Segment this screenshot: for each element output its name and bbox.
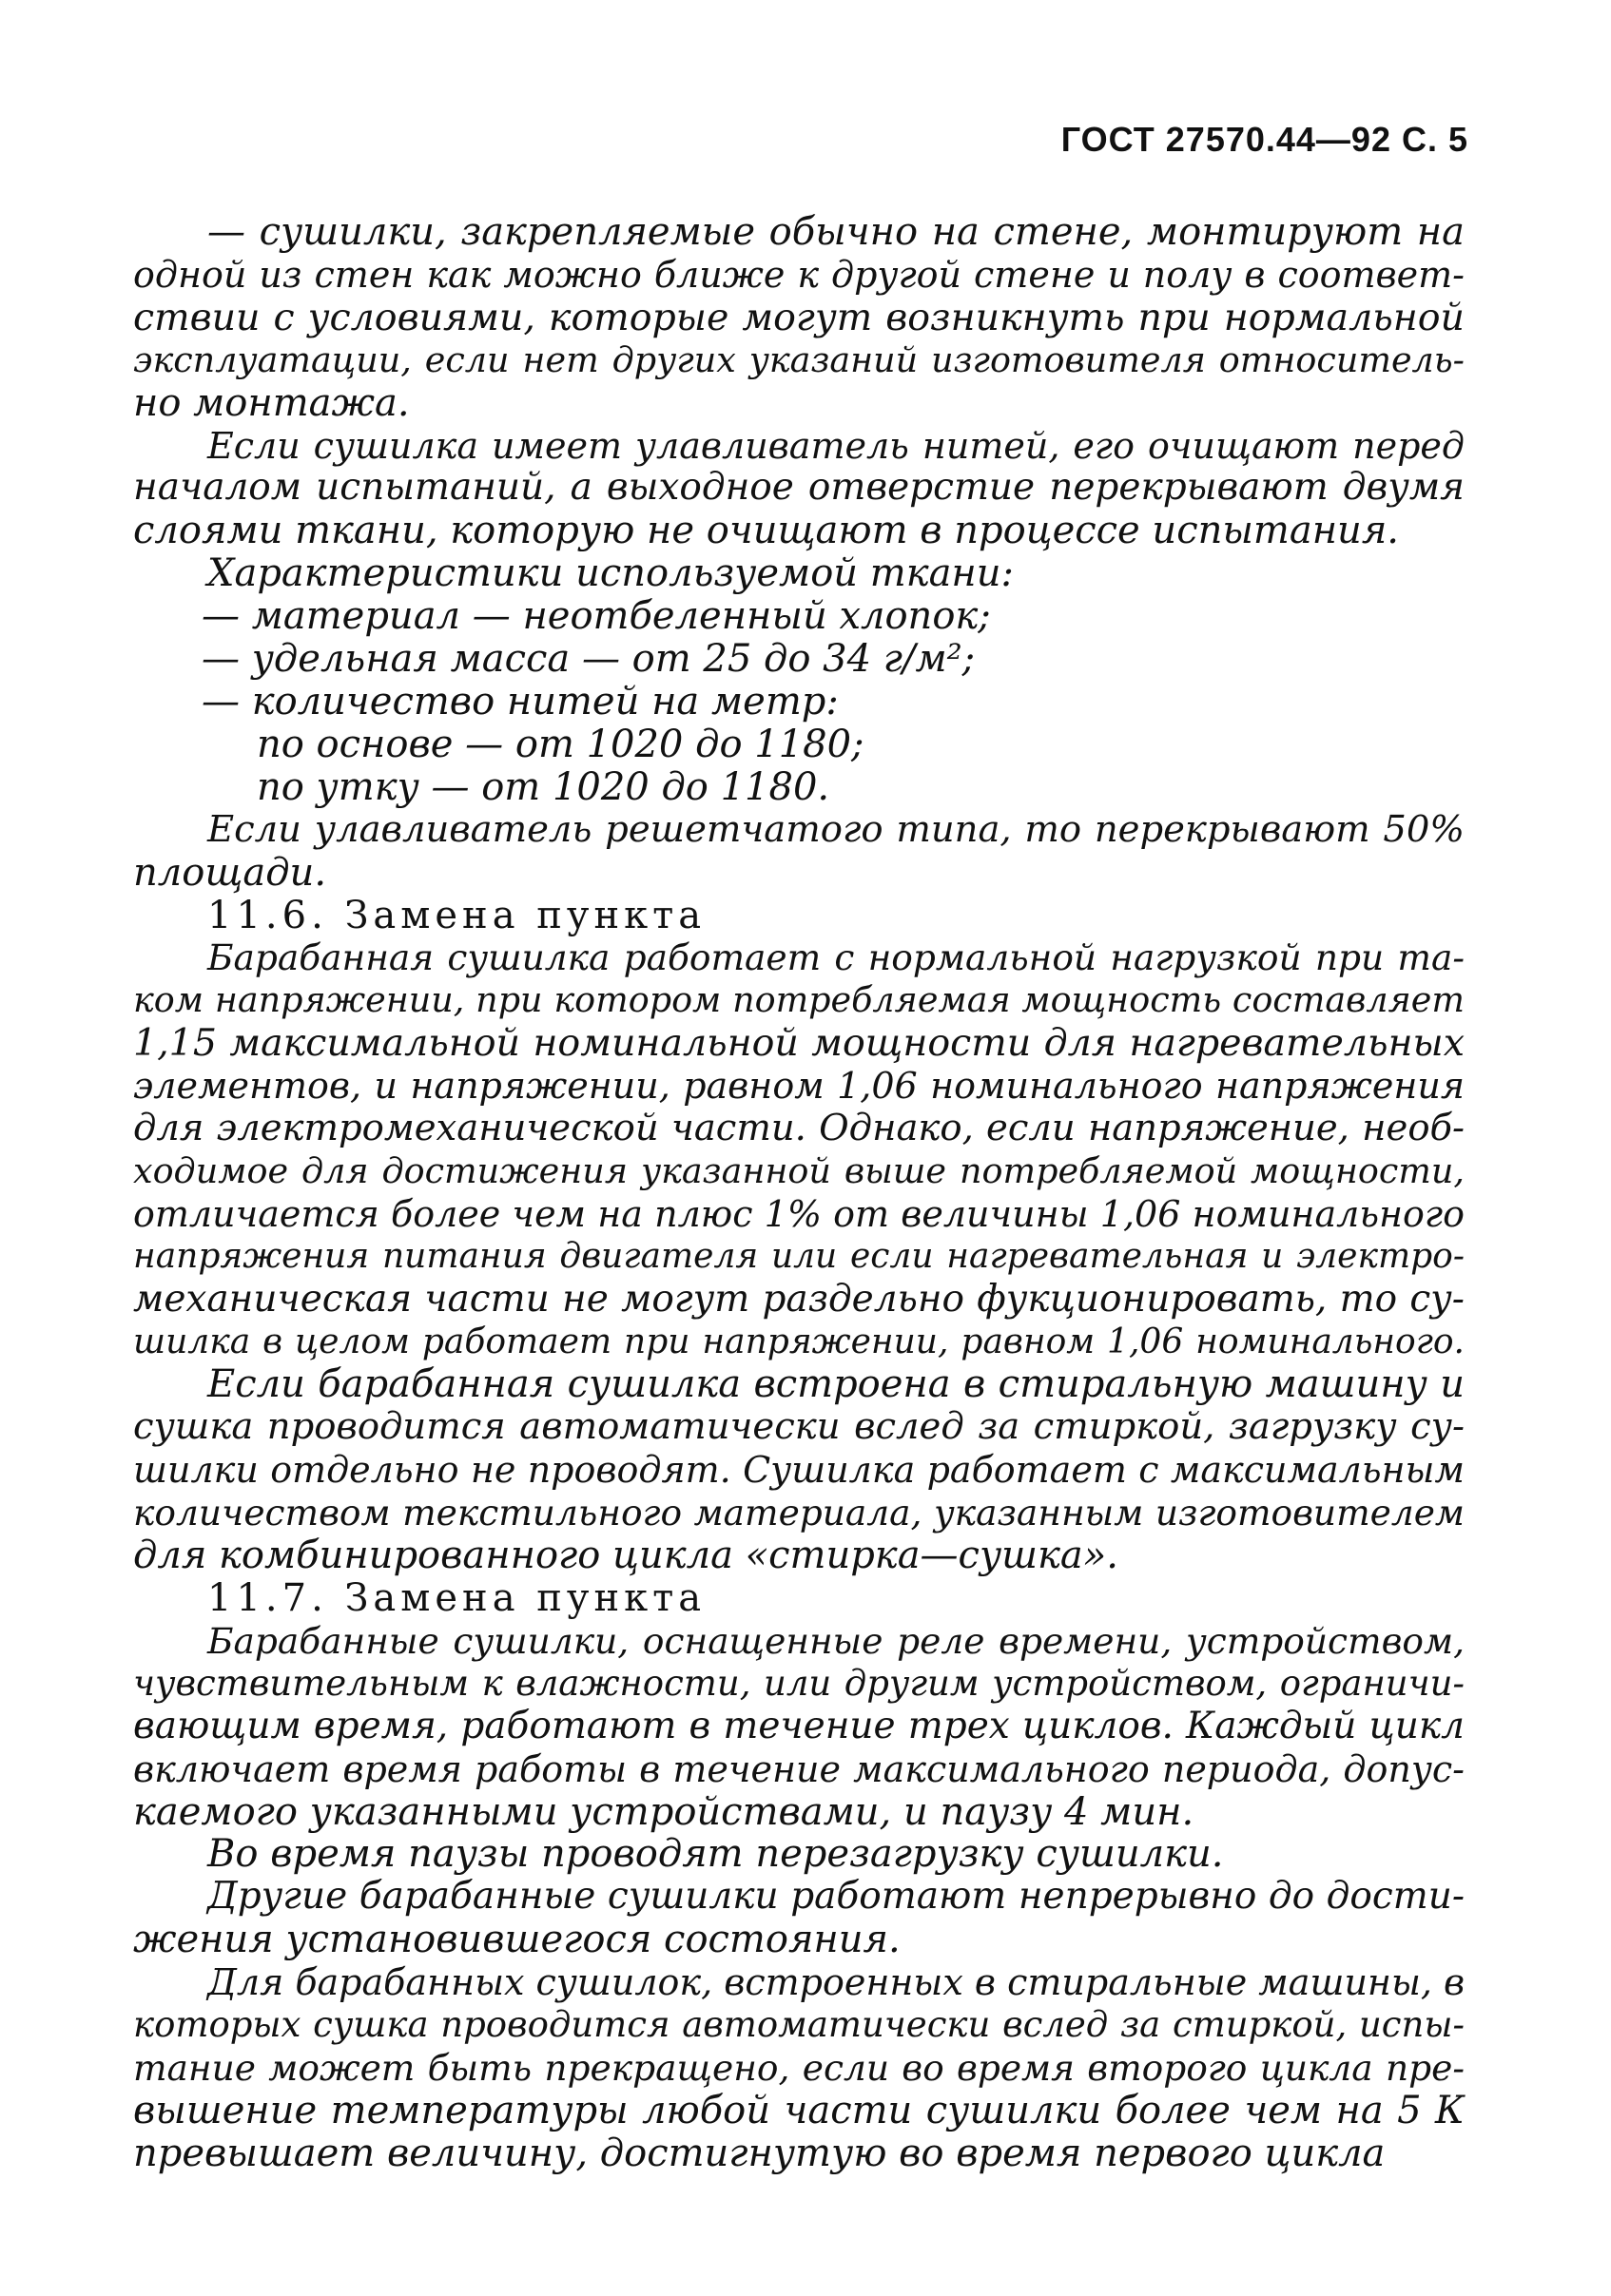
text-line: ком напряжении, при котором потребляемая мощность составляет: [133, 979, 1465, 1021]
text-line: Если улавливатель решетчатого типа, то перекрывают 50%: [207, 807, 1465, 851]
text-line: ходимое для достижения указанной выше потребляемой мощности,: [133, 1149, 1465, 1191]
list-subitem: по утку — от 1020 до 1180.: [257, 764, 830, 809]
list-subitem: по основе — от 1020 до 1180;: [257, 722, 864, 766]
text-line: Если барабанная сушилка встроена в стиральную машину и: [207, 1362, 1465, 1407]
text-line: Для барабанных сушилок, встроенных в стиральные машины, в: [207, 1961, 1465, 2004]
text-line: отличается более чем на плюс 1% от величины 1,06 номинального: [133, 1192, 1465, 1235]
section-heading-11-7: 11.7. Замена пункта: [207, 1576, 707, 1620]
text-line: напряжения питания двигателя или если нагревательная и электро-: [133, 1236, 1465, 1276]
text-line: Барабанная сушилка работает с нормальной нагрузкой при та-: [207, 936, 1465, 979]
text-line: ствии с условиями, которые могут возникнуть при нормальной: [133, 295, 1465, 339]
text-line: Если сушилка имеет улавливатель нитей, его очищают перед: [207, 424, 1465, 467]
text-line: 1,15 максимальной номинальной мощности для нагревательных: [133, 1021, 1465, 1066]
text-line: сушка проводится автоматически вслед за стиркой, загрузку су-: [133, 1405, 1465, 1449]
document-body: [133, 211, 1465, 2175]
page-header: ГОСТ 27570.44—92 С. 5: [1060, 120, 1468, 159]
text-line: — сушилки, закрепляемые обычно на стене, монтируют на: [207, 210, 1465, 254]
text-line: началом испытаний, а выходное отверстие перекрывают двумя: [133, 466, 1465, 510]
text-line: шилка в целом работает при напряжении, равном 1,06 номинального.: [133, 1322, 1465, 1361]
text-line: Характеристики используемой ткани:: [207, 551, 1015, 596]
text-line: Другие барабанные сушилки работают непрерывно до дости-: [207, 1875, 1465, 1919]
text-line: для комбинированного цикла «стирка—сушка».: [133, 1534, 1118, 1578]
text-line: каемого указанными устройствами, и паузу 4 мин.: [133, 1789, 1194, 1834]
list-item: — удельная масса — от 25 до 34 г/м²;: [202, 637, 976, 682]
text-line: жения установившегося состояния.: [133, 1918, 901, 1962]
section-heading-11-6: 11.6. Замена пункта: [207, 893, 707, 937]
text-line: площади.: [133, 850, 327, 895]
text-line: вающим время, работают в течение трех циклов. Каждый цикл: [133, 1704, 1465, 1747]
text-line: превышает величину, достигнутую во время первого цикла: [133, 2131, 1386, 2175]
list-item: — материал — неотбеленный хлопок;: [202, 594, 991, 639]
text-line: шилки отдельно не проводят. Сушилка работает с максимальным: [133, 1449, 1465, 1492]
text-line: механическая части не могут раздельно фукционировать, то су-: [133, 1277, 1465, 1321]
list-item: — количество нитей на метр:: [202, 679, 839, 724]
text-line: включает время работы в течение максимального периода, допус-: [133, 1747, 1465, 1790]
text-line: Барабанные сушилки, оснащенные реле времени, устройством,: [207, 1619, 1465, 1662]
text-line: элементов, и напряжении, равном 1,06 номинального напряжения: [133, 1065, 1465, 1108]
text-line: эксплуатации, если нет других указаний изготовителя относитель-: [133, 338, 1465, 380]
text-line: тание может быть прекращено, если во время второго цикла пре-: [133, 2046, 1465, 2089]
text-line: Во время паузы проводят перезагрузку сушилки.: [207, 1832, 1224, 1877]
text-line: вышение температуры любой части сушилки более чем на 5 К: [133, 2088, 1465, 2132]
text-line: но монтажа.: [133, 380, 410, 425]
text-line: слоями ткани, которую не очищают в процессе испытания.: [133, 509, 1400, 553]
text-line: количеством текстильного материала, указанным изготовителем: [133, 1492, 1465, 1534]
text-line: для электромеханической части. Однако, если напряжение, необ-: [133, 1107, 1465, 1150]
text-line: чувствительным к влажности, или другим устройством, ограничи-: [133, 1662, 1465, 1704]
text-line: которых сушка проводится автоматически вслед за стиркой, испы-: [133, 2004, 1465, 2046]
text-line: одной из стен как можно ближе к другой стене и полу в соответ-: [133, 253, 1465, 296]
